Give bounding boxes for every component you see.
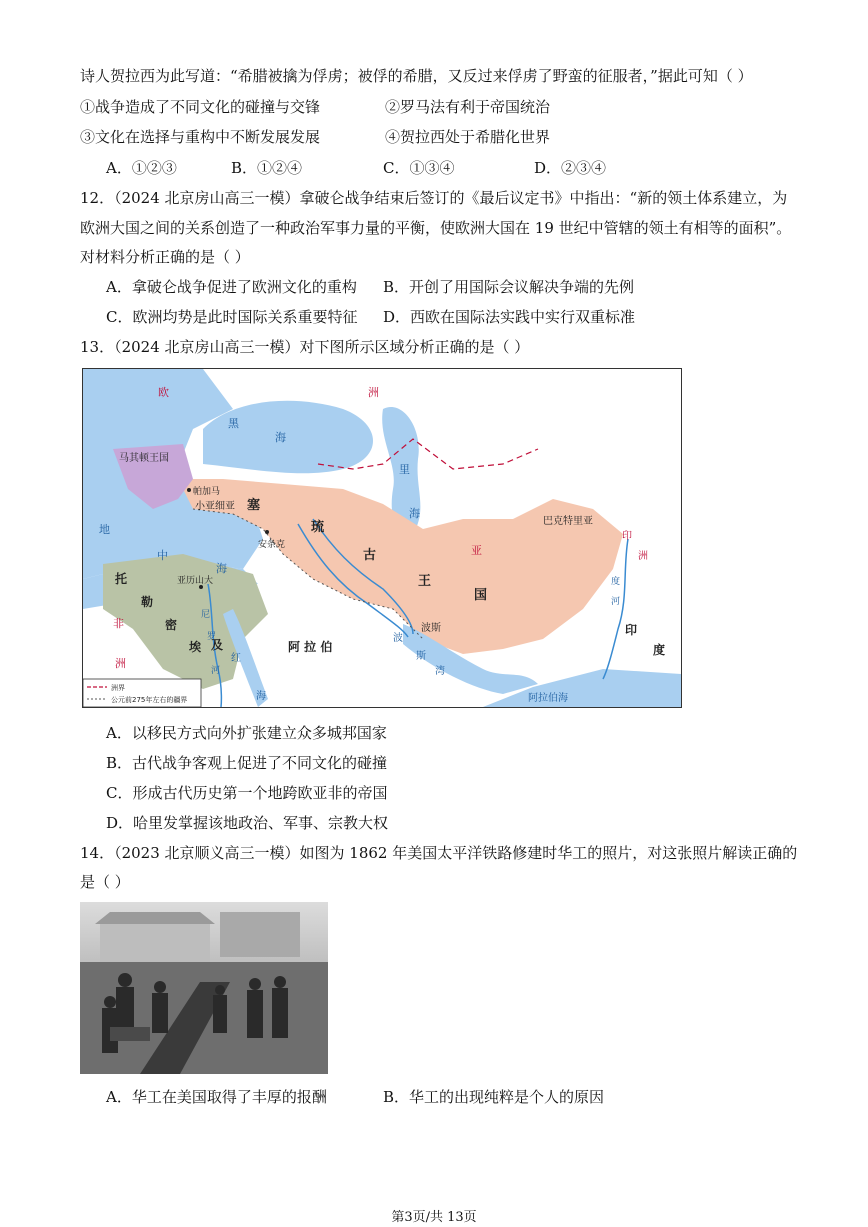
page-footer: 第3页/共 13页 xyxy=(391,1210,477,1225)
label-egypt-1: 埃 xyxy=(189,640,202,654)
label-med-1: 地 xyxy=(99,523,110,536)
label-nile-2: 罗 xyxy=(207,632,217,642)
label-india-2: 度 xyxy=(653,643,666,657)
q12-stem-line1: 12．（2024 北京房山高三一模）拿破仑战争结束后签订的《最后议定书》中指出：“新的领土体系建立，为 xyxy=(80,189,788,207)
label-nile-3: 河 xyxy=(211,666,221,676)
label-indus-1: 度 xyxy=(611,577,621,587)
label-egypt-2: 及 xyxy=(211,638,224,652)
q14-option-a[interactable]: A．华工在美国取得了丰厚的报酬 xyxy=(106,1088,327,1106)
black-sea xyxy=(203,401,373,473)
label-indiaz-2: 洲 xyxy=(638,551,648,562)
q11-item-3: ③文化在选择与重构中不断发展发展 xyxy=(80,128,321,146)
q12-option-c[interactable]: C．欧洲均势是此时国际关系重要特征 xyxy=(106,308,358,326)
label-red-2: 海 xyxy=(256,691,266,702)
label-asia-minor: 小亚细亚 xyxy=(195,501,235,512)
label-liu: 琉 xyxy=(311,520,325,535)
q11-stem: 诗人贺拉西为此写道：“希腊被擒为俘虏；被俘的希腊，又反过来俘虏了野蛮的征服者，”据此可知（ ） xyxy=(80,67,753,85)
label-africa-1: 非 xyxy=(113,617,124,630)
label-caspian-2: 海 xyxy=(409,507,420,520)
label-red-1: 红 xyxy=(231,653,241,664)
label-indus-2: 河 xyxy=(611,597,621,607)
q12-option-d[interactable]: D．西欧在国际法实践中实行双重标准 xyxy=(383,308,636,326)
label-gu: 古 xyxy=(363,548,377,563)
label-persia: 波斯 xyxy=(421,623,441,634)
label-black-1: 黑 xyxy=(228,417,239,430)
label-med-3: 海 xyxy=(216,562,227,575)
label-sai: 塞 xyxy=(247,498,261,513)
label-bactria: 巴克特里亚 xyxy=(543,516,593,527)
legend-empire-boundary: 公元前275年左右的疆界 xyxy=(111,696,188,704)
label-wang: 王 xyxy=(418,574,432,589)
label-pto-1: 托 xyxy=(115,572,128,586)
q14-option-b[interactable]: B．华工的出现纯粹是个人的原因 xyxy=(383,1088,605,1106)
q13-stem: 13．（2024 北京房山高三一模）对下图所示区域分析正确的是（ ） xyxy=(80,338,530,356)
label-nile-1: 尼 xyxy=(201,610,211,620)
label-europe-1: 欧 xyxy=(158,386,169,399)
label-gulf-2: 斯 xyxy=(416,651,426,662)
label-macedon: 马其顿王国 xyxy=(119,453,169,464)
q11-item-4: ④贺拉西处于希腊化世界 xyxy=(385,128,551,146)
label-guo: 国 xyxy=(474,588,488,603)
label-pto-2: 勒 xyxy=(141,595,154,609)
q14-stem-line1: 14．（2023 北京顺义高三一模）如图为 1862 年美国太平洋铁路修建时华工的照片，对这张照片解读正确的 xyxy=(80,844,798,862)
q12-stem-line2: 欧洲大国之间的关系创造了一种政治军事力量的平衡，使欧洲大国在 19 世纪中管辖的领土有相等的面积”。 xyxy=(80,219,792,237)
q11-item-2: ②罗马法有利于帝国统治 xyxy=(385,98,551,116)
label-asia: 亚 xyxy=(471,544,482,557)
label-caspian-1: 里 xyxy=(399,463,410,476)
q13-option-c[interactable]: C．形成古代历史第一个地跨欧亚非的帝国 xyxy=(106,784,388,802)
railroad-workers-photo xyxy=(80,902,328,1074)
label-gulf-1: 波 xyxy=(393,633,403,644)
label-antioch: 安条克 xyxy=(258,540,286,550)
hellenistic-map xyxy=(82,368,682,708)
q12-option-a[interactable]: A．拿破仑战争促进了欧洲文化的重构 xyxy=(106,278,357,296)
label-black-2: 海 xyxy=(275,431,286,444)
q12-option-b[interactable]: B．开创了用国际会议解决争端的先例 xyxy=(383,278,635,296)
label-pergamon: 帕加马 xyxy=(193,487,221,497)
label-europe-2: 洲 xyxy=(368,386,379,399)
q11-option-c[interactable]: C．①③④ xyxy=(383,159,455,177)
q13-option-a[interactable]: A．以移民方式向外扩张建立众多城邦国家 xyxy=(106,724,387,742)
legend-continent-boundary: 洲界 xyxy=(111,684,125,692)
q11-option-d[interactable]: D．②③④ xyxy=(534,159,607,177)
label-med-2: 中 xyxy=(157,549,168,562)
q13-option-b[interactable]: B．古代战争客观上促进了不同文化的碰撞 xyxy=(106,754,388,772)
label-india-1: 印 xyxy=(625,623,638,637)
label-gulf-3: 湾 xyxy=(435,666,445,677)
q11-option-a[interactable]: A．①②③ xyxy=(106,159,177,177)
label-africa-2: 洲 xyxy=(115,657,126,670)
label-arabia: 阿 拉 伯 xyxy=(288,640,333,654)
q11-item-1: ①战争造成了不同文化的碰撞与交锋 xyxy=(80,98,321,116)
q12-stem-line3: 对材料分析正确的是（ ） xyxy=(80,248,250,266)
label-indiaz-1: 印 xyxy=(622,531,632,542)
label-alexandria: 亚历山大 xyxy=(177,576,214,586)
q11-option-b[interactable]: B．①②④ xyxy=(231,159,303,177)
q14-stem-line2: 是（ ） xyxy=(80,873,130,891)
label-pto-3: 密 xyxy=(165,618,178,632)
q13-option-d[interactable]: D．哈里发掌握该地政治、军事、宗教大权 xyxy=(106,814,389,832)
label-arabian-sea: 阿拉伯海 xyxy=(528,693,568,704)
